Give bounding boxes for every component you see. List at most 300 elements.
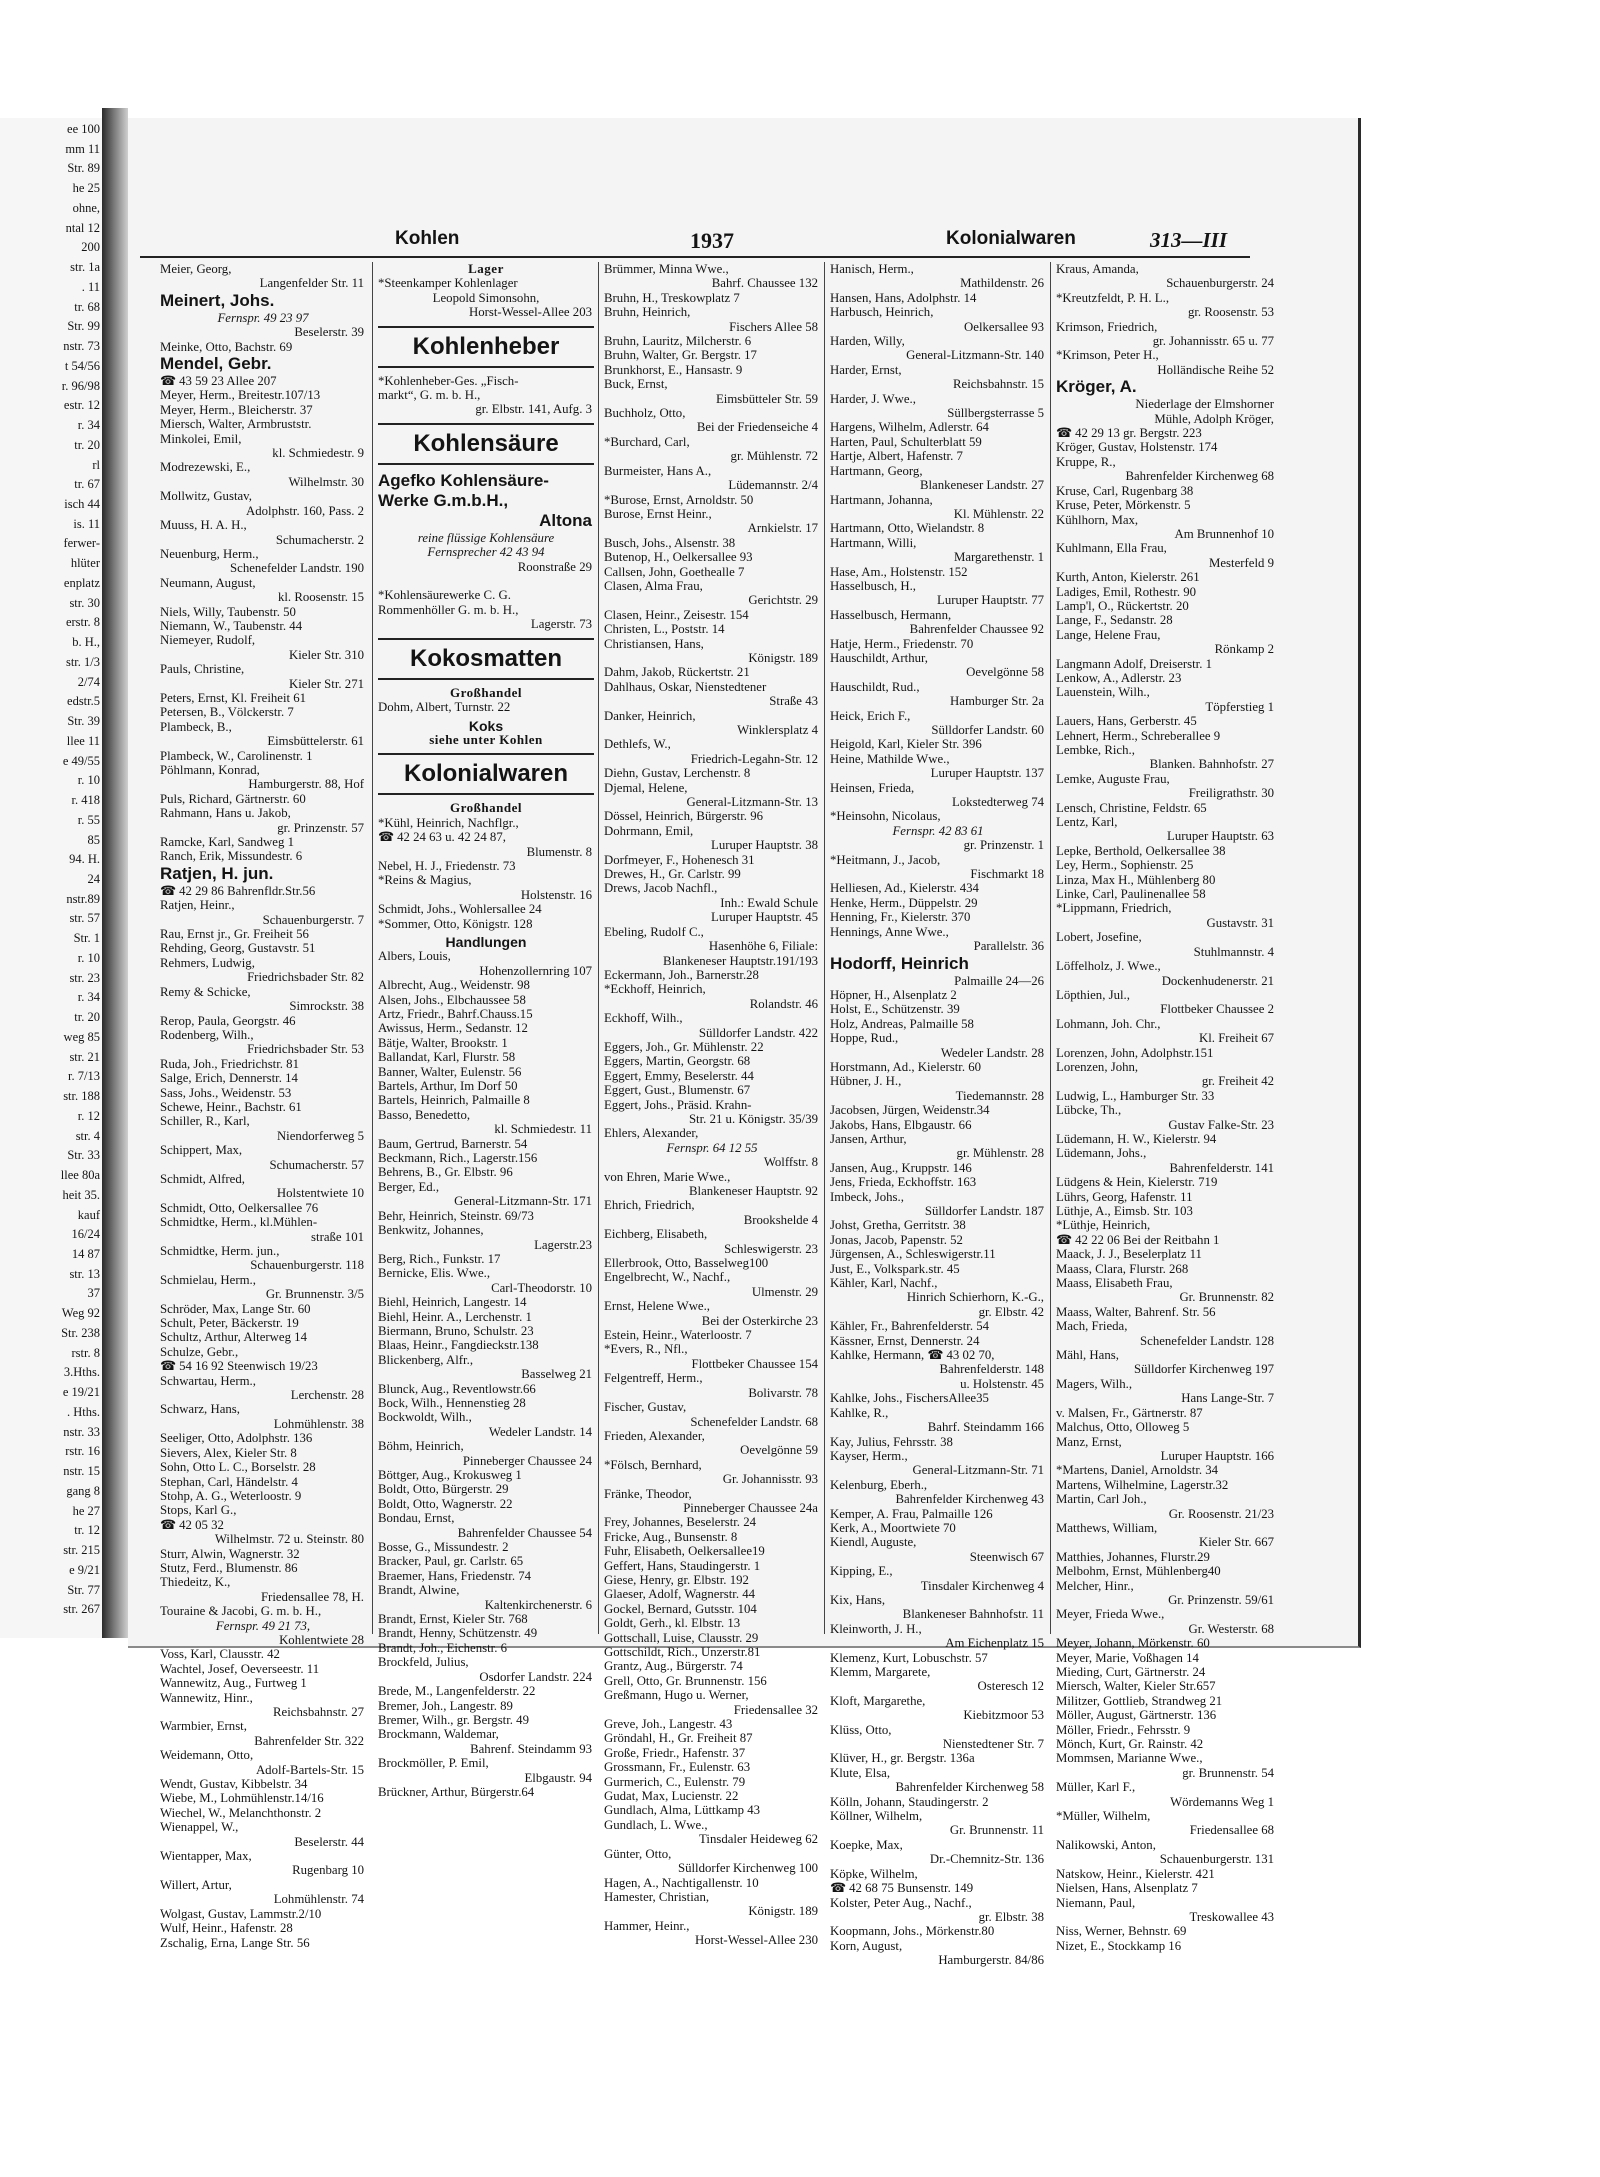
directory-entry: Str. 21 u. Königstr. 35/39 [688, 1111, 818, 1126]
directory-entry: Ebeling, Rudolf C., [604, 924, 704, 939]
directory-entry: *Krimson, Peter H., [1056, 348, 1159, 363]
left-page-text: str. 23 [69, 970, 100, 985]
directory-entry: Sülldorfer Landstr. 422 [698, 1025, 818, 1040]
directory-entry: Baum, Gertrud, Barnerstr. 54 [378, 1136, 528, 1151]
directory-entry: *Martens, Daniel, Arnoldstr. 34 [1056, 1463, 1219, 1478]
directory-entry: *Kohlenheber-Ges. „Fisch- [378, 373, 519, 388]
left-page-text: str. 13 [69, 1266, 100, 1281]
directory-entry: Fernspr. 42 83 61 [892, 823, 984, 838]
left-page-text: str. 1a [70, 260, 100, 275]
directory-entry: Königstr. 189 [748, 1904, 818, 1919]
directory-entry: Wientapper, Max, [160, 1849, 252, 1864]
directory-entry: Reichsbahnstr. 15 [953, 377, 1044, 392]
left-page-text: tr. 67 [74, 477, 100, 492]
directory-entry: *Kreutzfeldt, P. H. L., [1056, 290, 1170, 305]
left-page-text: erstr. 8 [65, 615, 100, 630]
directory-entry: Gerichtstr. 29 [748, 593, 818, 608]
directory-entry: Köpke, Wilhelm, [830, 1866, 918, 1881]
directory-entry: Luruper Hauptstr. 45 [711, 910, 818, 925]
directory-entry: Oevelgönne 59 [740, 1443, 818, 1458]
left-page-text: tr. 20 [74, 1010, 100, 1025]
directory-entry: Hansen, Hans, Adolphstr. 14 [830, 290, 977, 305]
directory-entry: kl. Schmiedestr. 11 [494, 1122, 592, 1137]
directory-entry: Kieler Str. 310 [289, 647, 364, 662]
directory-entry: Bolivarstr. 78 [748, 1385, 818, 1400]
left-page-text: 94. H. [69, 852, 100, 867]
directory-entry: Matthies, Johannes, Flurstr.29 [1056, 1549, 1210, 1564]
directory-entry: Rodenberg, Wilh., [160, 1027, 254, 1042]
directory-entry: Rönkamp 2 [1214, 642, 1274, 657]
directory-entry: Ley, Herm., Sophienstr. 25 [1056, 858, 1194, 873]
directory-entry: Sülldorfer Kirchenweg 197 [1133, 1362, 1274, 1377]
directory-entry: Beckmann, Rich., Lagerstr.156 [378, 1151, 538, 1166]
directory-entry: Brandt, Ernst, Kieler Str. 768 [378, 1612, 528, 1627]
directory-entry: Bondau, Ernst, [378, 1511, 455, 1526]
directory-entry: Miersch, Walter, Kieler Str.657 [1056, 1679, 1216, 1694]
directory-entry: Niss, Werner, Behnstr. 69 [1056, 1924, 1187, 1939]
directory-entry: Holz, Andreas, Palmaille 58 [830, 1016, 974, 1031]
left-page-text: b. H., [72, 635, 100, 650]
directory-entry: Niendorferweg 5 [276, 1128, 364, 1143]
directory-entry: Lüdgens & Hein, Kielerstr. 719 [1056, 1175, 1218, 1190]
directory-entry: Klemenz, Kurt, Lobuschstr. 57 [830, 1650, 988, 1665]
directory-entry: Diehn, Gustav, Lerchenstr. 8 [604, 766, 751, 781]
left-page-text: str. 30 [69, 595, 100, 610]
left-page-text: 200 [81, 240, 100, 255]
section-heading: Kolonialwaren [378, 753, 594, 795]
directory-entry: Oelkersallee 93 [964, 319, 1044, 334]
directory-entry: Blumenstr. 8 [526, 844, 592, 859]
directory-entry: *Steenkamper Kohlenlager [378, 276, 518, 291]
directory-entry: Dethlefs, W., [604, 737, 671, 752]
directory-entry: Plambeck, W., Carolinenstr. 1 [160, 748, 313, 763]
directory-entry: Schenefelder Landstr. 68 [690, 1414, 818, 1429]
directory-entry: Löffelholz, J. Wwe., [1056, 959, 1161, 974]
directory-entry: Rolandstr. 46 [749, 996, 818, 1011]
directory-entry: Hamburgerstr. 84/86 [938, 1953, 1044, 1968]
directory-entry: Ratjen, Heinr., [160, 898, 235, 913]
directory-entry: gr. Prinzenstr. 57 [277, 820, 364, 835]
left-page-text: str. 1/3 [65, 654, 100, 669]
column-divider [372, 262, 373, 1634]
directory-entry: *Heitmann, J., Jacob, [830, 852, 941, 867]
directory-entry: Wilhelmstr. 72 u. Steinstr. 80 [214, 1532, 364, 1547]
directory-entry: Schulze, Gebr., [160, 1344, 239, 1359]
directory-entry: *Burchard, Carl, [604, 434, 690, 449]
directory-entry: Eichberg, Elisabeth, [604, 1227, 708, 1242]
directory-entry: Stuhlmannstr. 4 [1193, 944, 1274, 959]
directory-entry: Elbgaustr. 94 [524, 1770, 592, 1785]
directory-entry: Jacobsen, Jürgen, Weidenstr.34 [830, 1103, 990, 1118]
directory-entry: *Lüthje, Heinrich, [1056, 1218, 1151, 1233]
directory-entry: Blickenberg, Alfr., [378, 1352, 474, 1367]
directory-entry: Eckhoff, Wilh., [604, 1011, 683, 1026]
directory-entry: Freiligrathstr. 30 [1188, 786, 1274, 801]
directory-entry: Simrockstr. 38 [289, 999, 364, 1014]
directory-entry: Ernst, Helene Wwe., [604, 1299, 711, 1314]
directory-entry: Hargens, Wilhelm, Adlerstr. 64 [830, 420, 989, 435]
directory-entry: Drews, Jacob Nachfl., [604, 881, 718, 896]
directory-entry: Rehmers, Ludwig, [160, 955, 255, 970]
directory-entry: Greßmann, Hugo u. Werner, [604, 1688, 749, 1703]
directory-entry: Ruda, Joh., Friedrichstr. 81 [160, 1056, 299, 1071]
directory-entry: Lohmühlenstr. 38 [273, 1416, 364, 1431]
directory-entry: Bruhn, Lauritz, Milcherstr. 6 [604, 334, 752, 349]
directory-entry: Kraus, Amanda, [1056, 262, 1139, 276]
directory-entry: Matthews, William, [1056, 1520, 1158, 1535]
left-page-text: rstr. 8 [71, 1345, 100, 1360]
left-page-text: t 54/56 [64, 358, 100, 373]
directory-entry: Nielsen, Hans, Alsenplatz 7 [1056, 1881, 1198, 1896]
section-heading: Kohlensäure [378, 423, 594, 465]
directory-entry: Minkolei, Emil, [160, 431, 242, 446]
directory-entry: *Heinsohn, Nicolaus, [830, 809, 941, 824]
directory-entry: Kuhlmann, Ella Frau, [1056, 541, 1167, 556]
directory-entry: Brandt, Alwine, [378, 1583, 460, 1598]
directory-entry: Danker, Heinrich, [604, 708, 696, 723]
directory-entry: Jürgensen, A., Schleswigerstr.11 [830, 1247, 996, 1262]
directory-entry: Ladiges, Emil, Rothestr. 90 [1056, 584, 1197, 599]
directory-entry: Basselweg 21 [521, 1367, 592, 1382]
directory-entry: Kloft, Margarethe, [830, 1693, 926, 1708]
directory-entry: kl. Roosenstr. 15 [277, 590, 364, 605]
left-page-text: Str. 77 [67, 1582, 100, 1597]
directory-entry: Hase, Am., Holstenstr. 152 [830, 564, 968, 579]
directory-entry: Sass, Johs., Weidenstr. 53 [160, 1085, 292, 1100]
directory-entry: Blankeneser Landstr. 27 [919, 478, 1044, 493]
directory-entry: Bahrenfelder Kirchenweg 68 [1125, 469, 1274, 484]
directory-entry: *Evers, R., Nfl., [604, 1342, 688, 1357]
directory-entry: Kühlhorn, Max, [1056, 512, 1139, 527]
directory-entry: Arnkielstr. 17 [747, 521, 818, 536]
directory-entry: Frey, Johannes, Beselerstr. 24 [604, 1515, 756, 1530]
directory-entry: Djemal, Helene, [604, 780, 688, 795]
directory-entry: Niederlage der Elmshorner [1135, 397, 1274, 412]
directory-entry: Sohn, Otto L. C., Borselstr. 28 [160, 1460, 316, 1475]
directory-entry: Kässner, Ernst, Dennerstr. 24 [830, 1333, 980, 1348]
directory-entry: Kruppe, R., [1056, 454, 1116, 469]
directory-entry: Krimson, Friedrich, [1056, 319, 1158, 334]
directory-entry: Bahrenfelderstr. 148 [939, 1362, 1044, 1377]
directory-entry: Hamburgerstr. 88, Hof [248, 777, 364, 792]
directory-entry: Lüdemann, H. W., Kielerstr. 94 [1056, 1131, 1217, 1146]
left-page-text: nstr. 15 [63, 1464, 100, 1479]
directory-entry: Lemke, Auguste Frau, [1056, 771, 1170, 786]
directory-entry: Jansen, Aug., Kruppstr. 146 [830, 1160, 972, 1175]
section-heading: Kohlenheber [378, 326, 594, 368]
directory-entry: Klemm, Margarete, [830, 1665, 931, 1679]
directory-entry: Ballandat, Karl, Flurstr. 58 [378, 1050, 516, 1065]
header-section-left: Kohlen [395, 228, 460, 249]
directory-entry: Köllner, Wilhelm, [830, 1809, 923, 1824]
directory-entry: Henning, Fr., Kielerstr. 370 [830, 910, 971, 925]
directory-entry: Möller, Friedr., Fehrsstr. 9 [1056, 1722, 1191, 1737]
section-title: Handlungen [445, 933, 527, 950]
directory-entry: Inh.: Ewald Schule [720, 895, 818, 910]
directory-entry: gr. Roosenstr. 53 [1187, 305, 1274, 320]
subsection-label: Lager [468, 261, 504, 276]
directory-entry: Salge, Erich, Dennerstr. 14 [160, 1071, 298, 1086]
directory-entry: Eggers, Joh., Gr. Mühlenstr. 22 [604, 1039, 764, 1054]
directory-entry: Palmaille 24—26 [954, 973, 1044, 988]
directory-entry: Kiebitzmoor 53 [963, 1708, 1044, 1723]
directory-entry: Eimsbüttelerstr. 61 [267, 734, 364, 749]
directory-entry: Fernspr. 64 12 55 [666, 1140, 758, 1155]
left-page-text: str. 4 [75, 1128, 100, 1143]
directory-entry: Stops, Karl G., [160, 1503, 237, 1518]
left-page-text: Str. 33 [67, 1148, 100, 1163]
directory-entry: Johst, Gretha, Gerritstr. 38 [830, 1218, 966, 1233]
directory-entry: Ludwig, L., Hamburger Str. 33 [1056, 1088, 1215, 1103]
subsection-label: siehe unter Kohlen [429, 731, 543, 747]
directory-entry: *Müller, Wilhelm, [1056, 1809, 1151, 1824]
directory-entry: Meyer, Marie, Voßhagen 14 [1056, 1650, 1199, 1665]
directory-entry: Dahlhaus, Oskar, Nienstedtener [604, 679, 767, 694]
left-page-text: he 25 [72, 181, 100, 196]
left-page-text: gang 8 [66, 1483, 100, 1498]
directory-entry: Schmidtke, Herm., kl.Mühlen- [160, 1215, 318, 1230]
directory-entry: Schumacherstr. 2 [275, 532, 364, 547]
directory-entry: Hasselbusch, Hermann, [830, 607, 952, 622]
directory-entry: Wienappel, W., [160, 1820, 239, 1835]
directory-entry: Am Eichenplatz 15 [945, 1636, 1044, 1651]
left-page-text: r. 34 [77, 990, 100, 1005]
directory-entry: Lange, Helene Frau, [1056, 627, 1161, 642]
directory-entry: Grossmann, Fr., Eulenstr. 63 [604, 1760, 751, 1775]
directory-entry: Holstenstr. 16 [520, 887, 592, 902]
directory-entry: Gottschall, Luise, Clausstr. 29 [604, 1630, 759, 1645]
directory-entry: Heigold, Karl, Kieler Str. 396 [830, 737, 982, 752]
directory-entry: Burmeister, Hans A., [604, 463, 712, 478]
directory-entry: Fränke, Theodor, [604, 1486, 692, 1501]
directory-entry: Martin, Carl Joh., [1056, 1492, 1147, 1507]
directory-entry: Lange, F., Sedanstr. 28 [1056, 613, 1173, 628]
directory-entry: Lübcke, Th., [1056, 1103, 1122, 1118]
left-page-text: e 19/21 [62, 1385, 100, 1400]
directory-entry: Rehding, Georg, Gustavstr. 51 [160, 941, 316, 956]
directory-entry: straße 101 [311, 1229, 364, 1244]
directory-entry: Blunck, Aug., Reventlowstr.66 [378, 1381, 536, 1396]
firm-name-bold: Kröger, A. [1056, 377, 1137, 397]
directory-entry: Goldt, Gerh., kl. Elbstr. 13 [604, 1616, 741, 1631]
directory-entry: Bahrenfelder Str. 322 [254, 1733, 364, 1748]
directory-entry: Blankeneser Bahnhofstr. 11 [902, 1607, 1044, 1622]
directory-entry: Holst, E., Schützenstr. 39 [830, 1002, 960, 1017]
left-page-text: nstr. 73 [63, 339, 100, 354]
directory-entry: Harten, Paul, Schulterblatt 59 [830, 434, 982, 449]
directory-entry: Lensch, Christine, Feldstr. 65 [1056, 800, 1207, 815]
directory-entry: Lepke, Berthold, Oelkersallee 38 [1056, 843, 1226, 858]
directory-entry: Margarethenstr. 1 [953, 550, 1044, 565]
left-page-text: ntal 12 [65, 220, 100, 235]
directory-entry: Hasenhöhe 6, Filiale: [708, 939, 818, 954]
directory-entry: Kohlentwiete 28 [279, 1632, 364, 1647]
section-heading: Kokosmatten [378, 638, 594, 680]
directory-entry: Kahlke, R., [830, 1405, 889, 1420]
directory-entry: Gr. Johannisstr. 93 [722, 1472, 818, 1487]
advert-text: reine flüssige Kohlensäure [417, 530, 555, 545]
left-page-text: r. 7/13 [68, 1069, 100, 1084]
directory-entry: Hartmann, Willi, [830, 535, 917, 550]
directory-entry: Horst-Wessel-Allee 203 [469, 305, 592, 320]
directory-entry: Thiedeitz, K., [160, 1575, 231, 1590]
directory-entry: Pinneberger Chaussee 24 [462, 1453, 592, 1468]
directory-entry: Hamester, Christian, [604, 1889, 710, 1904]
directory-entry: Pinneberger Chaussee 24a [683, 1500, 818, 1515]
advert-text: Fernsprecher 42 43 94 [427, 545, 545, 560]
directory-entry: Löpthien, Jul., [1056, 987, 1130, 1002]
directory-entry: Nizet, E., Stockkamp 16 [1056, 1938, 1182, 1953]
directory-entry: Luruper Hauptstr. 77 [937, 593, 1044, 608]
left-page-text: edstr.5 [67, 694, 100, 709]
directory-entry: Luruper Hauptstr. 63 [1167, 829, 1274, 844]
header-section-right: Kolonialwaren [946, 228, 1076, 249]
directory-entry: Wolffstr. 8 [763, 1155, 818, 1170]
directory-entry: Brümmer, Minna Wwe., [604, 262, 729, 276]
directory-entry: Hartmann, Johanna, [830, 492, 933, 507]
directory-entry: Lehnert, Herm., Schreberallee 9 [1056, 728, 1221, 743]
left-page-text: ee 100 [67, 122, 100, 136]
directory-entry: Engelbrecht, W., Nachf., [604, 1270, 731, 1285]
directory-entry: Maass, Walter, Bahrenf. Str. 56 [1056, 1304, 1216, 1319]
directory-entry: Mieding, Curt, Gärtnerstr. 24 [1056, 1665, 1206, 1679]
directory-entry: Lentz, Karl, [1056, 815, 1118, 830]
left-page-text: 37 [87, 1286, 100, 1301]
directory-entry: Wannewitz, Aug., Furtweg 1 [160, 1676, 307, 1691]
directory-entry: Peters, Ernst, Kl. Freiheit 61 [160, 690, 307, 705]
directory-entry: Gr. Roosenstr. 21/23 [1168, 1506, 1274, 1521]
directory-entry: Maack, J. J., Beselerplatz 11 [1056, 1247, 1202, 1262]
directory-entry: ☎ 42 05 32 [160, 1517, 224, 1532]
directory-entry: gr. Freiheit 42 [1201, 1074, 1274, 1089]
directory-entry: Blankeneser Hauptstr.191/193 [663, 953, 818, 968]
left-page-text: rstr. 16 [65, 1444, 100, 1459]
directory-entry: Niels, Willy, Taubenstr. 50 [160, 604, 296, 619]
directory-entry: Mach, Frieda, [1056, 1319, 1128, 1334]
directory-entry: Wolgast, Gustav, Lammstr.2/10 [160, 1906, 322, 1921]
directory-entry: Behrens, B., Gr. Elbstr. 96 [378, 1165, 513, 1180]
directory-entry: Brookshelde 4 [743, 1212, 818, 1227]
directory-entry: Parallelstr. 36 [973, 939, 1044, 954]
directory-entry: Wendt, Gustav, Kibbelstr. 34 [160, 1777, 308, 1792]
directory-entry: Lührs, Georg, Hafenstr. 11 [1056, 1189, 1193, 1204]
directory-entry: Alsen, Johs., Elbchaussee 58 [378, 992, 526, 1007]
directory-entry: Fischmarkt 18 [970, 867, 1044, 882]
directory-entry: Stutz, Ferd., Blumenstr. 86 [160, 1560, 298, 1575]
directory-entry: markt“, G. m. b. H., [378, 388, 481, 403]
directory-entry: Fernspr. 49 21 73, [215, 1618, 311, 1633]
directory-entry: Meyer, Johann, Mörkenstr. 60 [1056, 1636, 1210, 1651]
directory-entry: Kleinworth, J. H., [830, 1621, 922, 1636]
left-page-text: . 11 [81, 279, 100, 294]
left-page-text: tr. 20 [74, 437, 100, 452]
directory-entry: Meyer, Herm., Bleicherstr. 37 [160, 402, 313, 417]
directory-entry: Eggers, Martin, Georgstr. 68 [604, 1054, 751, 1069]
directory-entry: Bahrf. Steindamm 166 [927, 1420, 1044, 1435]
directory-entry: Müller, Karl F., [1056, 1780, 1136, 1795]
left-page-text: llee 80a [60, 1168, 100, 1183]
directory-entry: Jens, Frieda, Eckhoffstr. 163 [830, 1175, 977, 1190]
directory-entry: Lagerstr.23 [534, 1237, 592, 1252]
left-page-text: isch 44 [64, 497, 100, 511]
left-page-text: he 27 [72, 1503, 100, 1518]
directory-entry: Gr. Prinzenstr. 59/61 [1168, 1592, 1274, 1607]
left-page-text: Weg 92 [61, 1306, 100, 1321]
directory-entry: Schauenburgerstr. 24 [1166, 276, 1274, 291]
directory-entry: Kölln, Johann, Staudingerstr. 2 [830, 1794, 989, 1809]
directory-entry: Kieler Str. 667 [1199, 1535, 1274, 1550]
directory-entry: Fuhr, Elisabeth, Oelkersallee19 [604, 1544, 765, 1559]
left-page-text: 85 [87, 832, 100, 847]
directory-entry: Dohm, Albert, Turnstr. 22 [378, 700, 511, 715]
directory-entry: Lenkow, A., Adlerstr. 23 [1056, 670, 1182, 685]
directory-entry: Schröder, Max, Lange Str. 60 [160, 1301, 311, 1316]
directory-entry: Dohrmann, Emil, [604, 823, 694, 838]
directory-entry: Hartmann, Georg, [830, 463, 923, 478]
directory-entry: Drewes, H., Gr. Carlstr. 99 [604, 867, 741, 882]
directory-entry: General-Litzmann-Str. 171 [454, 1194, 592, 1209]
directory-entry: Steenwisch 67 [969, 1549, 1044, 1564]
directory-entry: Rommenhöller G. m. b. H., [378, 602, 519, 617]
directory-entry: Beselerstr. 44 [294, 1834, 364, 1849]
directory-entry: Heick, Erich F., [830, 708, 911, 723]
directory-entry: Schleswigerstr. 23 [724, 1241, 818, 1256]
directory-entry: Flottbeker Chaussee 154 [691, 1356, 818, 1371]
directory-entry: Korn, August, [830, 1938, 903, 1953]
directory-entry: Schultz, Arthur, Alterweg 14 [160, 1330, 307, 1345]
directory-entry: Mommsen, Marianne Wwe., [1056, 1751, 1203, 1766]
directory-entry: Mühle, Adolph Kröger, [1154, 411, 1274, 426]
directory-entry: Wördemanns Weg 1 [1170, 1794, 1274, 1809]
directory-entry: Brandt, Henny, Schützenstr. 49 [378, 1626, 538, 1641]
directory-entry: Schmidt, Otto, Oelkersallee 76 [160, 1200, 319, 1215]
directory-entry: Hagen, A., Nachtigallenstr. 10 [604, 1875, 759, 1890]
directory-entry: Bartels, Arthur, Im Dorf 50 [378, 1079, 518, 1094]
left-page-text: Str. 1 [73, 931, 100, 946]
directory-entry: Höpner, H., Alsenplatz 2 [830, 987, 957, 1002]
directory-entry: Berg, Rich., Funkstr. 17 [378, 1251, 501, 1266]
directory-entry: Kipping, E., [830, 1564, 893, 1579]
directory-entry: Felgentreff, Herm., [604, 1371, 703, 1386]
directory-entry: Buck, Ernst, [604, 377, 668, 392]
left-page-text: is. 11 [73, 516, 100, 531]
directory-entry: Winklersplatz 4 [737, 723, 818, 737]
directory-entry: Schumacherstr. 57 [269, 1157, 364, 1172]
directory-entry: Ranch, Erik, Missundestr. 6 [160, 849, 303, 864]
directory-entry: Gr. Brunnenstr. 3/5 [265, 1287, 364, 1302]
directory-entry: Hanisch, Herm., [830, 262, 914, 276]
directory-entry: Sturr, Alwin, Wagnerstr. 32 [160, 1546, 300, 1561]
directory-entry: Willert, Artur, [160, 1877, 232, 1892]
left-page-text: e 49/55 [62, 753, 100, 768]
directory-entry: Am Brunnenhof 10 [1174, 526, 1274, 541]
directory-entry: Schwarz, Hans, [160, 1402, 240, 1417]
column-4 [830, 262, 1046, 1968]
directory-entry: *Kühl, Heinrich, Nachflgr., [378, 815, 519, 830]
directory-entry: Gr. Brunnenstr. 11 [949, 1823, 1044, 1838]
directory-entry: Manz, Ernst, [1056, 1434, 1122, 1449]
directory-entry: Bahrenfelder Kirchenweg 43 [895, 1492, 1044, 1507]
directory-entry: Kähler, Karl, Nachf., [830, 1276, 938, 1291]
directory-entry: Sülldorfer Kirchenweg 100 [677, 1861, 818, 1876]
directory-entry: Fischer, Gustav, [604, 1400, 687, 1415]
directory-entry: Schauenburgerstr. 131 [1159, 1852, 1274, 1867]
directory-entry: Bei der Osterkirche 23 [701, 1313, 818, 1328]
left-page-text: llee 11 [66, 733, 100, 748]
directory-entry: *Fölsch, Bernhard, [604, 1457, 702, 1472]
directory-entry: Bockwoldt, Wilh., [378, 1410, 472, 1425]
directory-entry: Ulmenstr. 29 [751, 1284, 818, 1299]
